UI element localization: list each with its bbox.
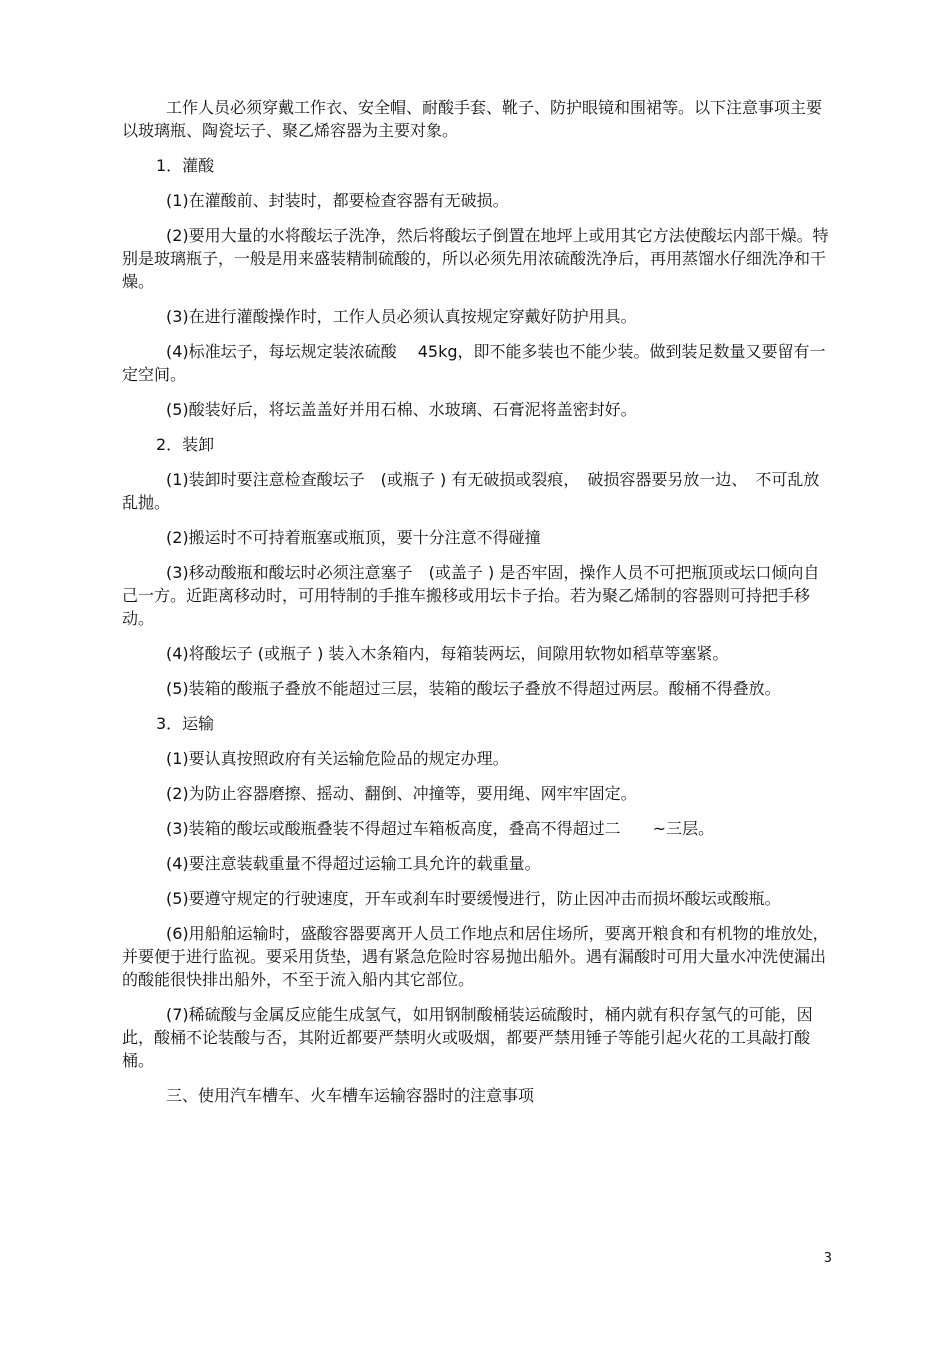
- document-content: [122, 96, 834, 1107]
- filling-item-2: (2)要用大量的水将酸坛子洗净，然后将酸坛子倒置在地坪上或用其它方法使酸坛内部干燥。特别是玻璃瓶子，一般是用来盛装精制硫酸的，所以必须先用浓硫酸洗净后，再用蒸馏水仔细洗净和干燥。: [122, 226, 829, 291]
- section-heading-filling: 1．灌酸: [156, 156, 215, 175]
- next-section-title: 三、使用汽车槽车、火车槽车运输容器时的注意事项: [166, 1086, 535, 1105]
- intro-paragraph: 工作人员必须穿戴工作衣、安全帽、耐酸手套、靴子、防护眼镜和围裙等。以下注意事项主要以玻璃瓶、陶瓷坛子、聚乙烯容器为主要对象。: [122, 98, 823, 140]
- transport-item-2: (2)为防止容器磨擦、摇动、翻倒、冲撞等，要用绳、网牢牢固定。: [166, 784, 637, 803]
- loading-item-2: (2)搬运时不可持着瓶塞或瓶顶，要十分注意不得碰撞: [166, 528, 541, 547]
- transport-item-1: (1)要认真按照政府有关运输危险品的规定办理。: [166, 749, 509, 768]
- loading-item-4: (4)将酸坛子 (或瓶子 ) 装入木条箱内，每箱装两坛，间隙用软物如稻草等塞紧。: [166, 644, 729, 663]
- section-heading-loading: 2．装卸: [156, 435, 215, 454]
- loading-item-1: (1)装卸时要注意检查酸坛子 (或瓶子 ) 有无破损或裂痕， 破损容器要另放一边、 不可乱放乱抛。: [122, 470, 820, 512]
- filling-item-5: (5)酸装好后，将坛盖盖好并用石棉、水玻璃、石膏泥将盖密封好。: [166, 400, 637, 419]
- transport-item-5: (5)要遵守规定的行驶速度，开车或刹车时要缓慢进行，防止因冲击而损坏酸坛或酸瓶。: [166, 889, 781, 908]
- filling-item-1: (1)在灌酸前、封装时，都要检查容器有无破损。: [166, 191, 509, 210]
- loading-item-5: (5)装箱的酸瓶子叠放不能超过三层，装箱的酸坛子叠放不得超过两层。酸桶不得叠放。: [166, 679, 781, 698]
- transport-item-3: (3)装箱的酸坛或酸瓶叠装不得超过车箱板高度，叠高不得超过二 ~三层。: [166, 819, 715, 838]
- transport-item-7: (7)稀硫酸与金属反应能生成氢气，如用钢制酸桶装运硫酸时，桶内就有积存氢气的可能，因此，酸桶不论装酸与否，其附近都要严禁明火或吸烟，都要严禁用锤子等能引起火花的工具敲打酸桶。: [122, 1005, 813, 1070]
- filling-item-4: (4)标准坛子，每坛规定装浓硫酸 45kg，即不能多装也不能少装。做到装足数量又要留有一定空间。: [122, 342, 826, 384]
- transport-item-6: (6)用船舶运输时，盛酸容器要离开人员工作地点和居住场所，要离开粮食和有机物的堆放处，并要便于进行监视。要采用货垫，遇有紧急危险时容易抛出船外。遇有漏酸时可用大量水冲洗使漏出的酸能很快排出船外，不至于流入船内其它部位。: [122, 924, 829, 989]
- transport-item-4: (4)要注意装载重量不得超过运输工具允许的载重量。: [166, 854, 541, 873]
- loading-item-3: (3)移动酸瓶和酸坛时必须注意塞子 (或盖子 ) 是否牢固，操作人员不可把瓶顶或坛口倾向自己一方。近距离移动时，可用特制的手推车搬移或用坛卡子抬。若为聚乙烯制的容器则可持把手移动。: [122, 563, 820, 628]
- filling-item-3: (3)在进行灌酸操作时，工作人员必须认真按规定穿戴好防护用具。: [166, 307, 637, 326]
- page-number: 3: [823, 1251, 832, 1266]
- section-heading-transport: 3．运输: [156, 714, 215, 733]
